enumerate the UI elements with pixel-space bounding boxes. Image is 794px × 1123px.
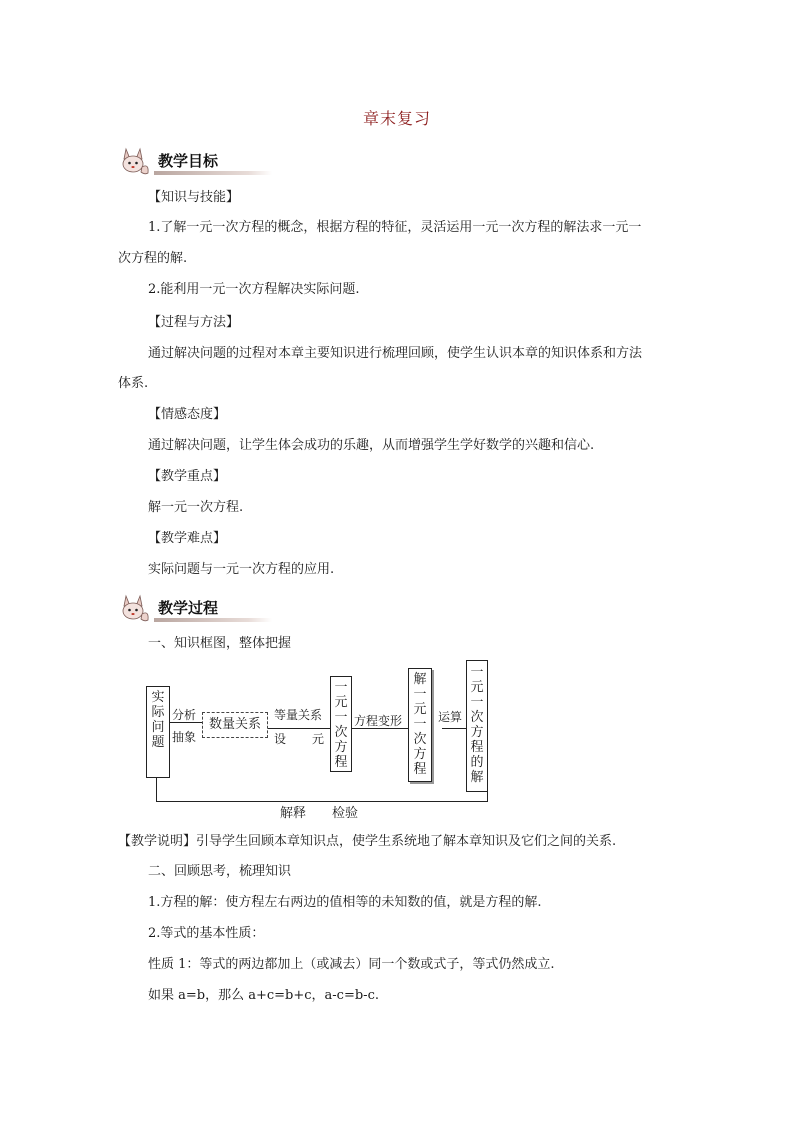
knowledge-item-1-line-2: 次方程的解. [118,251,188,266]
key-point-text: 解一元一次方程. [148,500,244,515]
label-equation-transform: 方程变形 [354,714,403,728]
label-set: 设 [274,732,287,746]
connector-line [170,722,202,723]
feedback-line [487,792,488,802]
label-equal-relation: 等量关系 [274,708,323,722]
knowledge-heading: 【知识与技能】 [148,190,240,205]
section-title-process: 教学过程 [158,599,219,617]
cartoon-fox-icon [118,592,152,626]
box-quantity-relation: 数量关系 [202,712,268,738]
box-equation-solution: 一元一次方程的解 [466,660,488,792]
label-check: 检验 [332,806,359,821]
difficulty-heading: 【教学难点】 [148,531,227,546]
feedback-line [156,778,157,802]
process-method-line-1: 通过解决问题的过程对本章主要知识进行梳理回顾，使学生认识本章的知识体系和方法 [148,346,643,361]
knowledge-framework-diagram [140,656,500,826]
label-yuan: 元 [312,732,325,746]
difficulty-text: 实际问题与一元一次方程的应用. [148,562,335,577]
part-2-heading: 二、回顾思考，梳理知识 [148,864,292,879]
connector-line [442,728,466,729]
feedback-line [156,801,488,802]
review-item-1: 1.方程的解：使方程左右两边的值相等的未知数的值，就是方程的解. [148,895,542,910]
key-point-heading: 【教学重点】 [148,469,227,484]
attitude-heading: 【情感态度】 [148,407,227,422]
section-header-objectives [118,145,268,179]
section-header-process [118,592,268,626]
label-explain: 解释 [280,806,307,821]
property-1-example: 如果 a=b，那么 a+c=b+c，a-c=b-c. [148,988,379,1003]
teaching-note-heading: 【教学说明】 [118,834,197,849]
label-compute: 运算 [438,710,463,724]
cartoon-fox-icon [118,145,152,179]
box-real-problem: 实际问题 [146,686,170,778]
part-1-heading: 一、知识框图，整体把握 [148,636,292,651]
process-method-heading: 【过程与方法】 [148,315,240,330]
knowledge-item-2: 2.能利用一元一次方程解决实际问题. [148,282,360,297]
label-analyze: 分析 [172,708,197,722]
section-underline [154,618,272,622]
process-method-line-2: 体系. [118,376,149,391]
property-1: 性质 1：等式的两边都加上（或减去）同一个数或式子，等式仍然成立. [148,957,555,972]
connector-line [352,728,408,729]
section-title-objectives: 教学目标 [158,152,219,170]
label-abstract: 抽象 [172,730,197,744]
connector-line [268,728,330,729]
box-solve-equation: 解一元一次方程 [408,668,432,782]
teaching-note-text: 引导学生回顾本章知识点，使学生系统地了解本章知识及它们之间的关系. [196,834,617,849]
box-linear-equation: 一元一次方程 [330,676,352,772]
page-title: 章末复习 [362,109,431,128]
knowledge-item-1-line-1: 1.了解一元一次方程的概念，根据方程的特征，灵活运用一元一次方程的解法求一元一 [148,220,642,235]
section-underline [154,171,272,175]
teaching-note [118,832,616,852]
review-item-2: 2.等式的基本性质： [148,926,265,941]
attitude-text: 通过解决问题，让学生体会成功的乐趣，从而增强学生学好数学的兴趣和信心. [148,438,595,453]
